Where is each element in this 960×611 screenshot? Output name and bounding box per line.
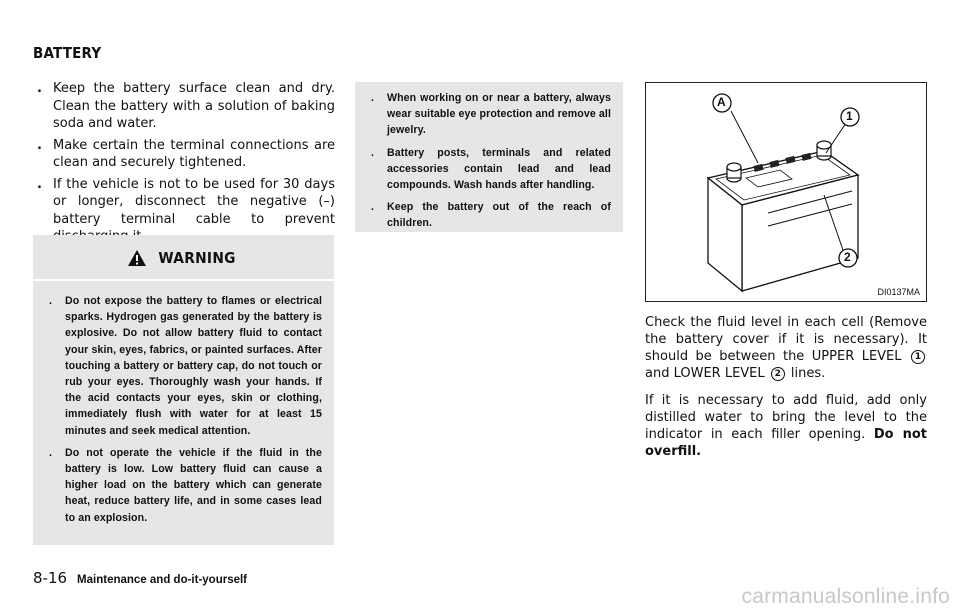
warning-triangle-icon bbox=[127, 249, 147, 267]
section-title: BATTERY bbox=[33, 44, 102, 62]
callout-2-label: 2 bbox=[844, 250, 851, 264]
paragraph bbox=[645, 392, 927, 460]
list-item bbox=[369, 90, 611, 139]
warning-text: Do not expose the battery to flames or electrical sparks. Hydrogen gas generated by the battery is explosive. Do not allow battery fluid to contact your skin, eyes, fabrics, or painted surfaces. After touching a battery or battery cap, do not touch or rub your eyes. Thoroughly wash your hands. If the acid contacts your eyes, skin or clothing, immediately flush with water for at least 15 minutes and seek medical attention. bbox=[65, 295, 322, 437]
bullet-text: If the vehicle is not to be used for 30 days or longer, disconnect the negative (–) battery terminal cable to prevent bbox=[53, 176, 335, 227]
caution-text: Battery posts, terminals and related accessories contain lead and lead compounds. Wash hands after handling. bbox=[387, 146, 611, 192]
battery-illustration-icon bbox=[646, 83, 926, 301]
warning-divider bbox=[33, 279, 334, 281]
watermark-text: carmanualsonline.info bbox=[741, 585, 950, 608]
callout-1-label: 1 bbox=[846, 109, 853, 123]
list-item bbox=[47, 445, 322, 526]
caution-box bbox=[355, 82, 623, 232]
warning-header bbox=[33, 245, 334, 271]
paragraph-text: If it is necessary to add fluid, add only distilled water to bring the level to the indicator in each filler opening. bbox=[645, 393, 927, 442]
caution-text: Keep the battery out of the reach of children. bbox=[387, 201, 611, 230]
callout-number-icon: 2 bbox=[771, 367, 785, 381]
list-item bbox=[47, 293, 322, 439]
list-item bbox=[369, 145, 611, 194]
emphasis-text: Do not overfill. bbox=[645, 427, 927, 459]
bullet-icon: . bbox=[37, 176, 42, 192]
caution-text: When working on or near a battery, always wear suitable eye protection and remove all jewelry. bbox=[387, 92, 611, 137]
figure-id: DI0137MA bbox=[877, 287, 920, 297]
page-footer bbox=[33, 569, 247, 587]
body-text bbox=[645, 314, 927, 470]
paragraph-text: and LOWER LEVEL bbox=[645, 366, 765, 381]
bullet-icon: . bbox=[49, 446, 53, 459]
footer-title: Maintenance and do-it-yourself bbox=[77, 574, 248, 586]
bullet-icon: . bbox=[371, 92, 375, 104]
paragraph-text: Check the fluid level in each cell (Remove the battery cover if it is necessary). It should be between the UPPER LEVEL bbox=[645, 315, 927, 364]
bullet-icon: . bbox=[371, 201, 375, 214]
bullet-text: Make certain the terminal connections are clean and securely tightened. bbox=[53, 137, 335, 170]
paragraph-text: lines. bbox=[790, 366, 826, 381]
bullet-icon: . bbox=[37, 137, 42, 153]
bullet-icon: . bbox=[49, 295, 53, 307]
page-number: 8-16 bbox=[33, 569, 68, 587]
intro-bullet-list bbox=[33, 80, 335, 250]
warning-label: WARNING bbox=[158, 249, 237, 267]
list-item bbox=[369, 199, 611, 231]
paragraph bbox=[645, 314, 927, 382]
bullet-text: Keep the battery surface clean and dry. Clean the battery with a solution of baking soda and water. bbox=[53, 81, 335, 131]
battery-figure bbox=[645, 82, 927, 302]
bullet-icon: . bbox=[371, 146, 375, 159]
warning-box bbox=[33, 235, 334, 545]
warning-text: Do not operate the vehicle if the fluid in the battery is low. Low battery fluid can cause a higher load on the battery which can generate heat, reduce battery life, and in some cases lead to an explosion. bbox=[65, 446, 322, 524]
list-item bbox=[33, 137, 335, 172]
bullet-icon: . bbox=[37, 81, 42, 96]
callout-number-icon: 1 bbox=[911, 350, 925, 364]
callout-a-label: A bbox=[717, 95, 726, 109]
list-item bbox=[33, 80, 335, 133]
